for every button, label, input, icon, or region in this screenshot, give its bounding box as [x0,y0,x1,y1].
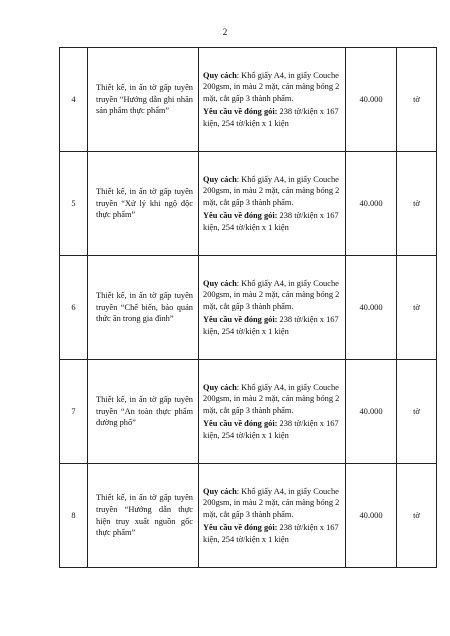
spec-paragraph [203,486,341,521]
table-row [60,48,437,152]
table-row [60,256,437,360]
item-unit: tờ [397,152,437,256]
row-number: 8 [60,464,88,568]
packing-label: Yêu cầu về đóng gói: [203,315,278,325]
item-name: Thiết kế, in ấn tờ gấp tuyên truyền “Hướng dẫn ghi nhãn sản phẩm thực phẩm” [88,48,199,152]
item-specification [199,464,346,568]
packing-label: Yêu cầu về đóng gói: [203,211,278,221]
packing-paragraph [203,522,341,545]
packing-text: 238 tờ/kiện x 167 kiện, 254 tờ/kiện x 1 kiện [203,419,339,440]
item-unit: tờ [397,464,437,568]
item-quantity: 40.000 [346,256,397,360]
spec-text: : Khổ giấy A4, in giấy Couche 200gsm, in màu 2 mặt, cán màng bóng 2 mặt, cắt gấp 3 thành phẩm. [203,278,340,311]
spec-paragraph [203,278,341,313]
table-row [60,360,437,464]
spec-label: Quy cách [203,278,237,288]
spec-paragraph [203,382,341,417]
spec-label: Quy cách [203,70,237,80]
item-unit: tờ [397,256,437,360]
item-quantity: 40.000 [346,464,397,568]
packing-text: 238 tờ/kiện x 167 kiện, 254 tờ/kiện x 1 kiện [203,211,339,232]
packing-text: 238 tờ/kiện x 167 kiện, 254 tờ/kiện x 1 kiện [203,315,339,336]
packing-paragraph [203,418,341,441]
item-specification [199,256,346,360]
packing-paragraph [203,210,341,233]
row-number: 5 [60,152,88,256]
table-row [60,464,437,568]
table-row [60,152,437,256]
item-name: Thiết kế, in ấn tờ gấp tuyên truyền “Hướng dẫn thực hiện truy xuất nguồn gốc thực phẩm” [88,464,199,568]
packing-text: 238 tờ/kiện x 167 kiện, 254 tờ/kiện x 1 kiện [203,523,339,544]
item-specification [199,152,346,256]
item-name: Thiết kế, in ấn tờ gấp tuyên truyền “Xử lý khi ngộ độc thực phẩm” [88,152,199,256]
packing-label: Yêu cầu về đóng gói: [203,419,278,429]
spec-paragraph [203,174,341,209]
spec-paragraph [203,70,341,105]
packing-text: 238 tờ/kiện x 167 kiện, 254 tờ/kiện x 1 kiện [203,107,339,128]
table-body [60,48,437,568]
item-unit: tờ [397,48,437,152]
spec-text: : Khổ giấy A4, in giấy Couche 200gsm, in màu 2 mặt, cán màng bóng 2 mặt, cắt gấp 3 thành phẩm. [203,70,340,103]
spec-text: : Khổ giấy A4, in giấy Couche 200gsm, in màu 2 mặt, cán màng bóng 2 mặt, cắt gấp 3 thành phẩm. [203,382,340,415]
spec-text: : Khổ giấy A4, in giấy Couche 200gsm, in màu 2 mặt, cán màng bóng 2 mặt, cắt gấp 3 thành phẩm. [203,174,340,207]
spec-text: : Khổ giấy A4, in giấy Couche 200gsm, in màu 2 mặt, cán màng bóng 2 mặt, cắt gấp 3 thành phẩm. [203,486,340,519]
item-specification [199,360,346,464]
item-unit: tờ [397,360,437,464]
item-quantity: 40.000 [346,48,397,152]
packing-paragraph [203,106,341,129]
product-spec-table [59,47,437,568]
item-name: Thiết kế, in ấn tờ gấp tuyên truyền “An toàn thực phẩm đường phố” [88,360,199,464]
row-number: 7 [60,360,88,464]
item-quantity: 40.000 [346,152,397,256]
packing-label: Yêu cầu về đóng gói: [203,523,278,533]
row-number: 6 [60,256,88,360]
spec-label: Quy cách [203,382,237,392]
item-name: Thiết kế, in ấn tờ gấp tuyên truyền “Chế biến, bảo quản thức ăn trong gia đình” [88,256,199,360]
spec-label: Quy cách [203,174,237,184]
row-number: 4 [60,48,88,152]
page-number: 2 [222,27,228,37]
packing-paragraph [203,314,341,337]
spec-label: Quy cách [203,486,237,496]
item-quantity: 40.000 [346,360,397,464]
item-specification [199,48,346,152]
packing-label: Yêu cầu về đóng gói: [203,107,278,117]
